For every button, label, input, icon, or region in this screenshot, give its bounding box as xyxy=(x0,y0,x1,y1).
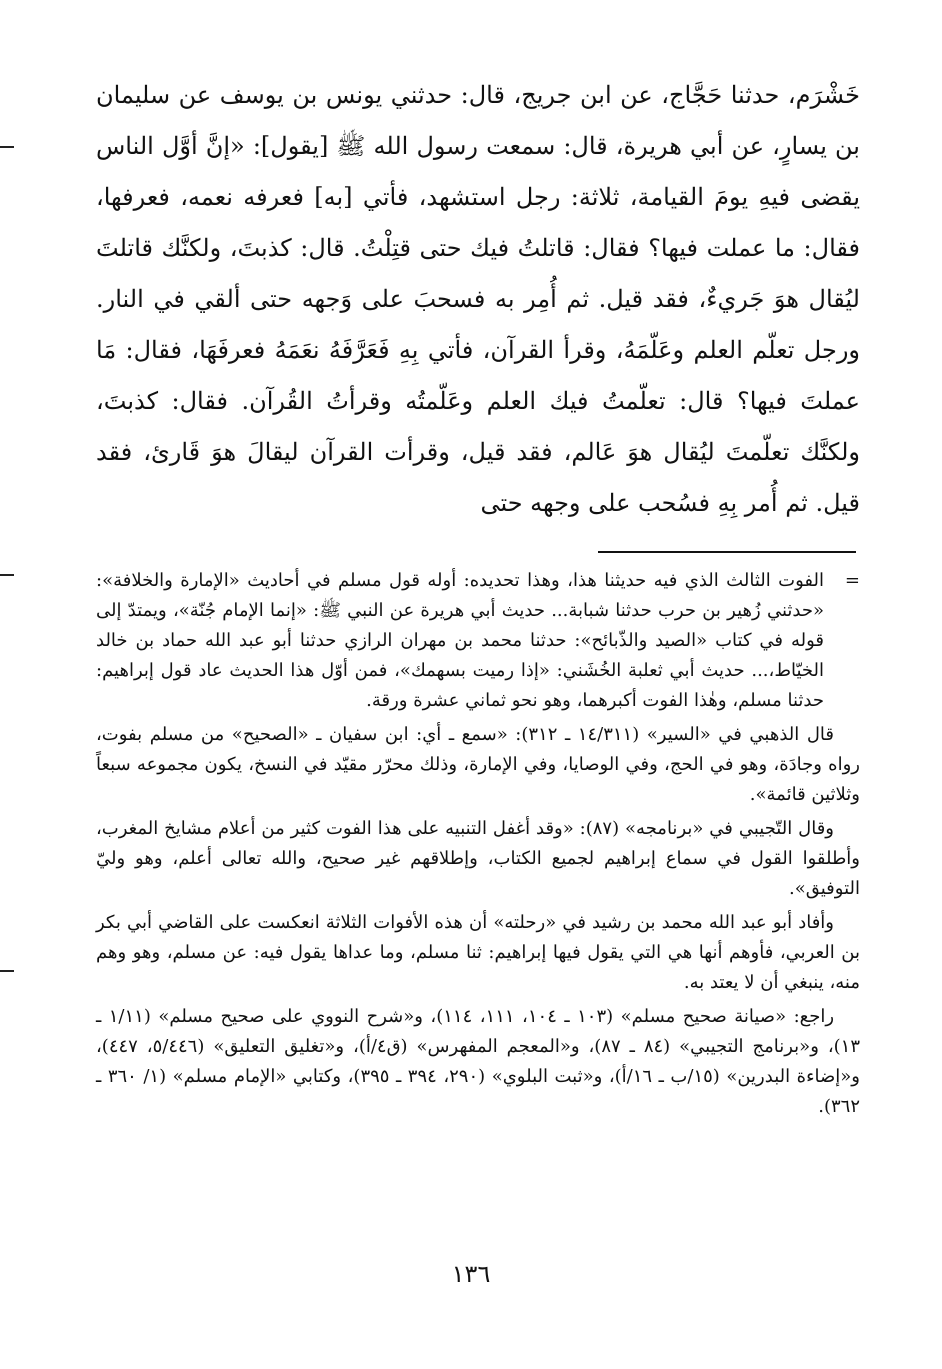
footnote-text: الفوت الثالث الذي فيه حديثنا هذا، وهذا تحديده: أوله قول مسلم في أحاديث «الإمارة والخلافة»: «حدثني زُهير بن حرب حدثنا شبابة... حديث أبي هريرة عن النبي ﷺ: «إنما الإمام جُنّة»، ويمتدّ إلى قوله في كتاب «الصيد والذّبائح»: حدثنا محمد بن مهران الرازي حدثنا أبو عبد الله حماد بن خالد الخيّاط،... حديث أبي ثعلبة الخُشَني: «إذا رميت بسهمك»، فمن أوّل هذا الحديث عاد قول إبراهيم: حدثنا مسلم، وهٰذا الفوت أكبرهما، وهو نحو ثماني عشرة ورقة. xyxy=(96,570,824,711)
footnote-paragraph: قال الذهبي في «السير» (١٤/٣١١ ـ ٣١٢): «سمع ـ أي: ابن سفيان ـ «الصحيح» من مسلم بفوت، رواه وجادَة، وهو في الحج، وفي الوصايا، وفي الإمارة، وذلك محرّر مقيّد في النسخ، يكون مجموعه سبعاً وثلاثين قائمة». xyxy=(96,724,860,805)
footnote-paragraph: وأفاد أبو عبد الله محمد بن رشيد في «رحلته» أن هذه الأفوات الثلاثة انعكست على القاضي أبي بكر بن العربي، فأوهم أنها هي التي يقول فيها إبراهيم: ثنا مسلم، وما عداها يقول فيه: عن مسلم، وهو وهم منه، ينبغي أن لا يعتد به. xyxy=(96,912,860,993)
footnote-paragraph: راجع: «صيانة صحيح مسلم» (١٠٣ ـ ١٠٤، ١١١، ١١٤)، و«شرح النووي على صحيح مسلم» (١/١١ ـ ١٣)، و«برنامج التجيبي» (٨٤ ـ ٨٧)، و«المعجم المفهرس» (ق٤/أ)، و«تغليق التعليق» (٥/٤٤٦، ٤٤٧)، و«إضاءة البدرين» (١٥/ب ـ ١٦/أ)، و«ثبت البلوي» (٢٩٠، ٣٩٤ ـ ٣٩٥)، وكتابي «الإمام مسلم» (١/ ٣٦٠ ـ ٣٦٢). xyxy=(96,1006,861,1117)
margin-mark xyxy=(0,574,14,576)
main-text xyxy=(96,70,860,529)
page-number: ١٣٦ xyxy=(451,1260,491,1288)
margin-mark xyxy=(0,146,14,148)
main-paragraph: خَشْرَم، حدثنا حَجَّاج، عن ابن جريج، قال: حدثني يونس بن يوسف عن سليمان بن يسارٍ، عن أبي هريرة، قال: سمعت رسول الله ﷺ [يقول]: «إنَّ أوَّل الناس يقضى فيهِ يومَ القيامة، ثلاثة: رجل استشهد، فأتي [به] فعرفه نعمه، فعرفها، فقال: ما عملت فيها؟ فقال: قاتلتُ فيك حتى قتِلْتُ. قال: كذبتَ، ولكنَّك قاتلتَ ليُقال هوَ جَريءٌ، فقد قيل. ثم أُمِر به فسحبَ على وَجهه حتى ألقي في النار. ورجل تعلّم العلم وعَلّمَهُ، وقرأ القرآن، فأتي بِهِ فَعَرَّفَهُ نعَمَهُ فعرفَهَا، فقال: مَا عملتَ فيها؟ قال: تعلّمتُ فيك العلم وعَلّمتُه وقرأتُ القُرآن. فقال: كذبتَ، ولكنَّك تعلّمتَ ليُقال هوَ عَالم، فقد قيل، وقرأت القرآن ليقالَ هوَ قَارئ، فقد قيل. ثم أُمر بِهِ فسُحب على وجهه حتى xyxy=(96,81,860,517)
continuation-marker: = xyxy=(844,570,860,591)
footnote-paragraph: وقال التّجيبي في «برنامجه» (٨٧): «وقد أغفل التنبيه على هذا الفوت كثير من أعلام مشايخ المغرب، وأطلقوا القول في سماع إبراهيم لجميع الكتاب، وإطلاقهم غير صحيح، والله تعالى أعلم، وهو وليّ التوفيق». xyxy=(96,818,860,899)
margin-mark xyxy=(0,970,14,972)
footnotes xyxy=(96,566,860,1126)
footnote-paragraph xyxy=(96,566,860,716)
footnote-separator xyxy=(598,551,856,553)
